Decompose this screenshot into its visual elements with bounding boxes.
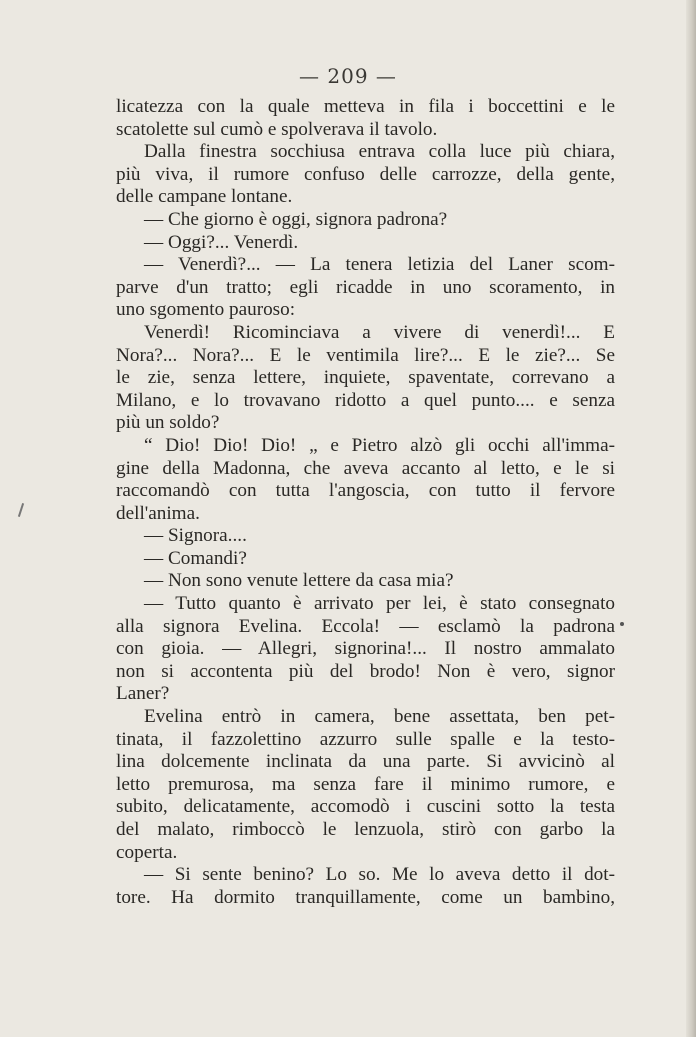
- text-line: delle campane lontane.: [116, 186, 293, 208]
- text-line: con gioia. — Allegri, signorina!... Il nostro ammalato: [116, 638, 615, 660]
- text-line: gine della Madonna, che aveva accanto al letto, e le si: [116, 457, 615, 479]
- text-line: — Si sente benino? Lo so. Me lo aveva detto il dot-: [144, 864, 615, 886]
- text-line: subito, delicatamente, accomodò i cuscini sotto la testa: [116, 796, 615, 818]
- text-line: Evelina entrò in camera, bene assettata, ben pet-: [144, 706, 615, 728]
- text-line: licatezza con la quale metteva in fila i boccettini e le: [116, 96, 615, 117]
- text-line: più un soldo?: [116, 412, 220, 434]
- text-line: Nora?... Nora?... E le ventimila lire?... E le zie?... Se: [116, 344, 615, 366]
- text-line: — Venerdì?... — La tenera letizia del Laner scom-: [144, 254, 615, 276]
- text-line: Milano, e lo trovavano ridotto a quel punto.... e senza: [116, 389, 615, 411]
- text-line: — Oggi?... Venerdì.: [144, 231, 299, 253]
- text-line: — Non sono venute lettere da casa mia?: [144, 570, 454, 592]
- text-line: “ Dio! Dio! Dio! „ e Pietro alzò gli occhi all'imma-: [144, 434, 615, 456]
- page-edge: [686, 0, 696, 1037]
- text-line: le zie, senza lettere, inquiete, spaventate, correvano a: [116, 367, 615, 389]
- text-line: lina dolcemente inclinata da una parte. Si avvicinò al: [116, 751, 615, 773]
- text-line: scatolette sul cumò e spolverava il tavolo.: [116, 118, 438, 140]
- text-line: letto premurosa, ma senza fare il minimo rumore, e: [116, 773, 615, 795]
- text-line: tinata, il fazzolettino azzurro sulle spalle e la testo-: [116, 728, 615, 750]
- text-line: non si accontenta più del brodo! Non è vero, signor: [116, 660, 615, 682]
- margin-mark: [18, 503, 24, 517]
- text-line: parve d'un tratto; egli ricadde in uno scoramento, in: [116, 276, 615, 298]
- text-line: tore. Ha dormito tranquillamente, come un bambino,: [116, 886, 615, 908]
- text-line: Laner?: [116, 683, 170, 705]
- text-line: coperta.: [116, 841, 178, 863]
- text-line: dell'anima.: [116, 502, 200, 524]
- text-line: raccomandò con tutta l'angoscia, con tutto il fervore: [116, 480, 615, 502]
- text-line: — Comandi?: [144, 547, 247, 569]
- body-text: [116, 96, 615, 909]
- page-number: — 209 —: [299, 64, 397, 88]
- text-line: del malato, rimboccò le lenzuola, stirò con garbo la: [116, 819, 615, 840]
- text-line: uno sgomento pauroso:: [116, 299, 296, 321]
- text-line: Venerdì! Ricominciava a vivere di venerdì!... E: [144, 321, 615, 343]
- text-line: — Tutto quanto è arrivato per lei, è stato consegnato: [144, 593, 615, 615]
- margin-dot: [620, 622, 624, 626]
- text-line: — Signora....: [144, 525, 247, 547]
- text-line: Dalla finestra socchiusa entrava colla luce più chiara,: [144, 141, 615, 163]
- text-line: alla signora Evelina. Eccola! — esclamò la padrona: [116, 615, 615, 637]
- text-line: — Che giorno è oggi, signora padrona?: [144, 208, 448, 230]
- text-line: più viva, il rumore confuso delle carrozze, della gente,: [116, 163, 615, 185]
